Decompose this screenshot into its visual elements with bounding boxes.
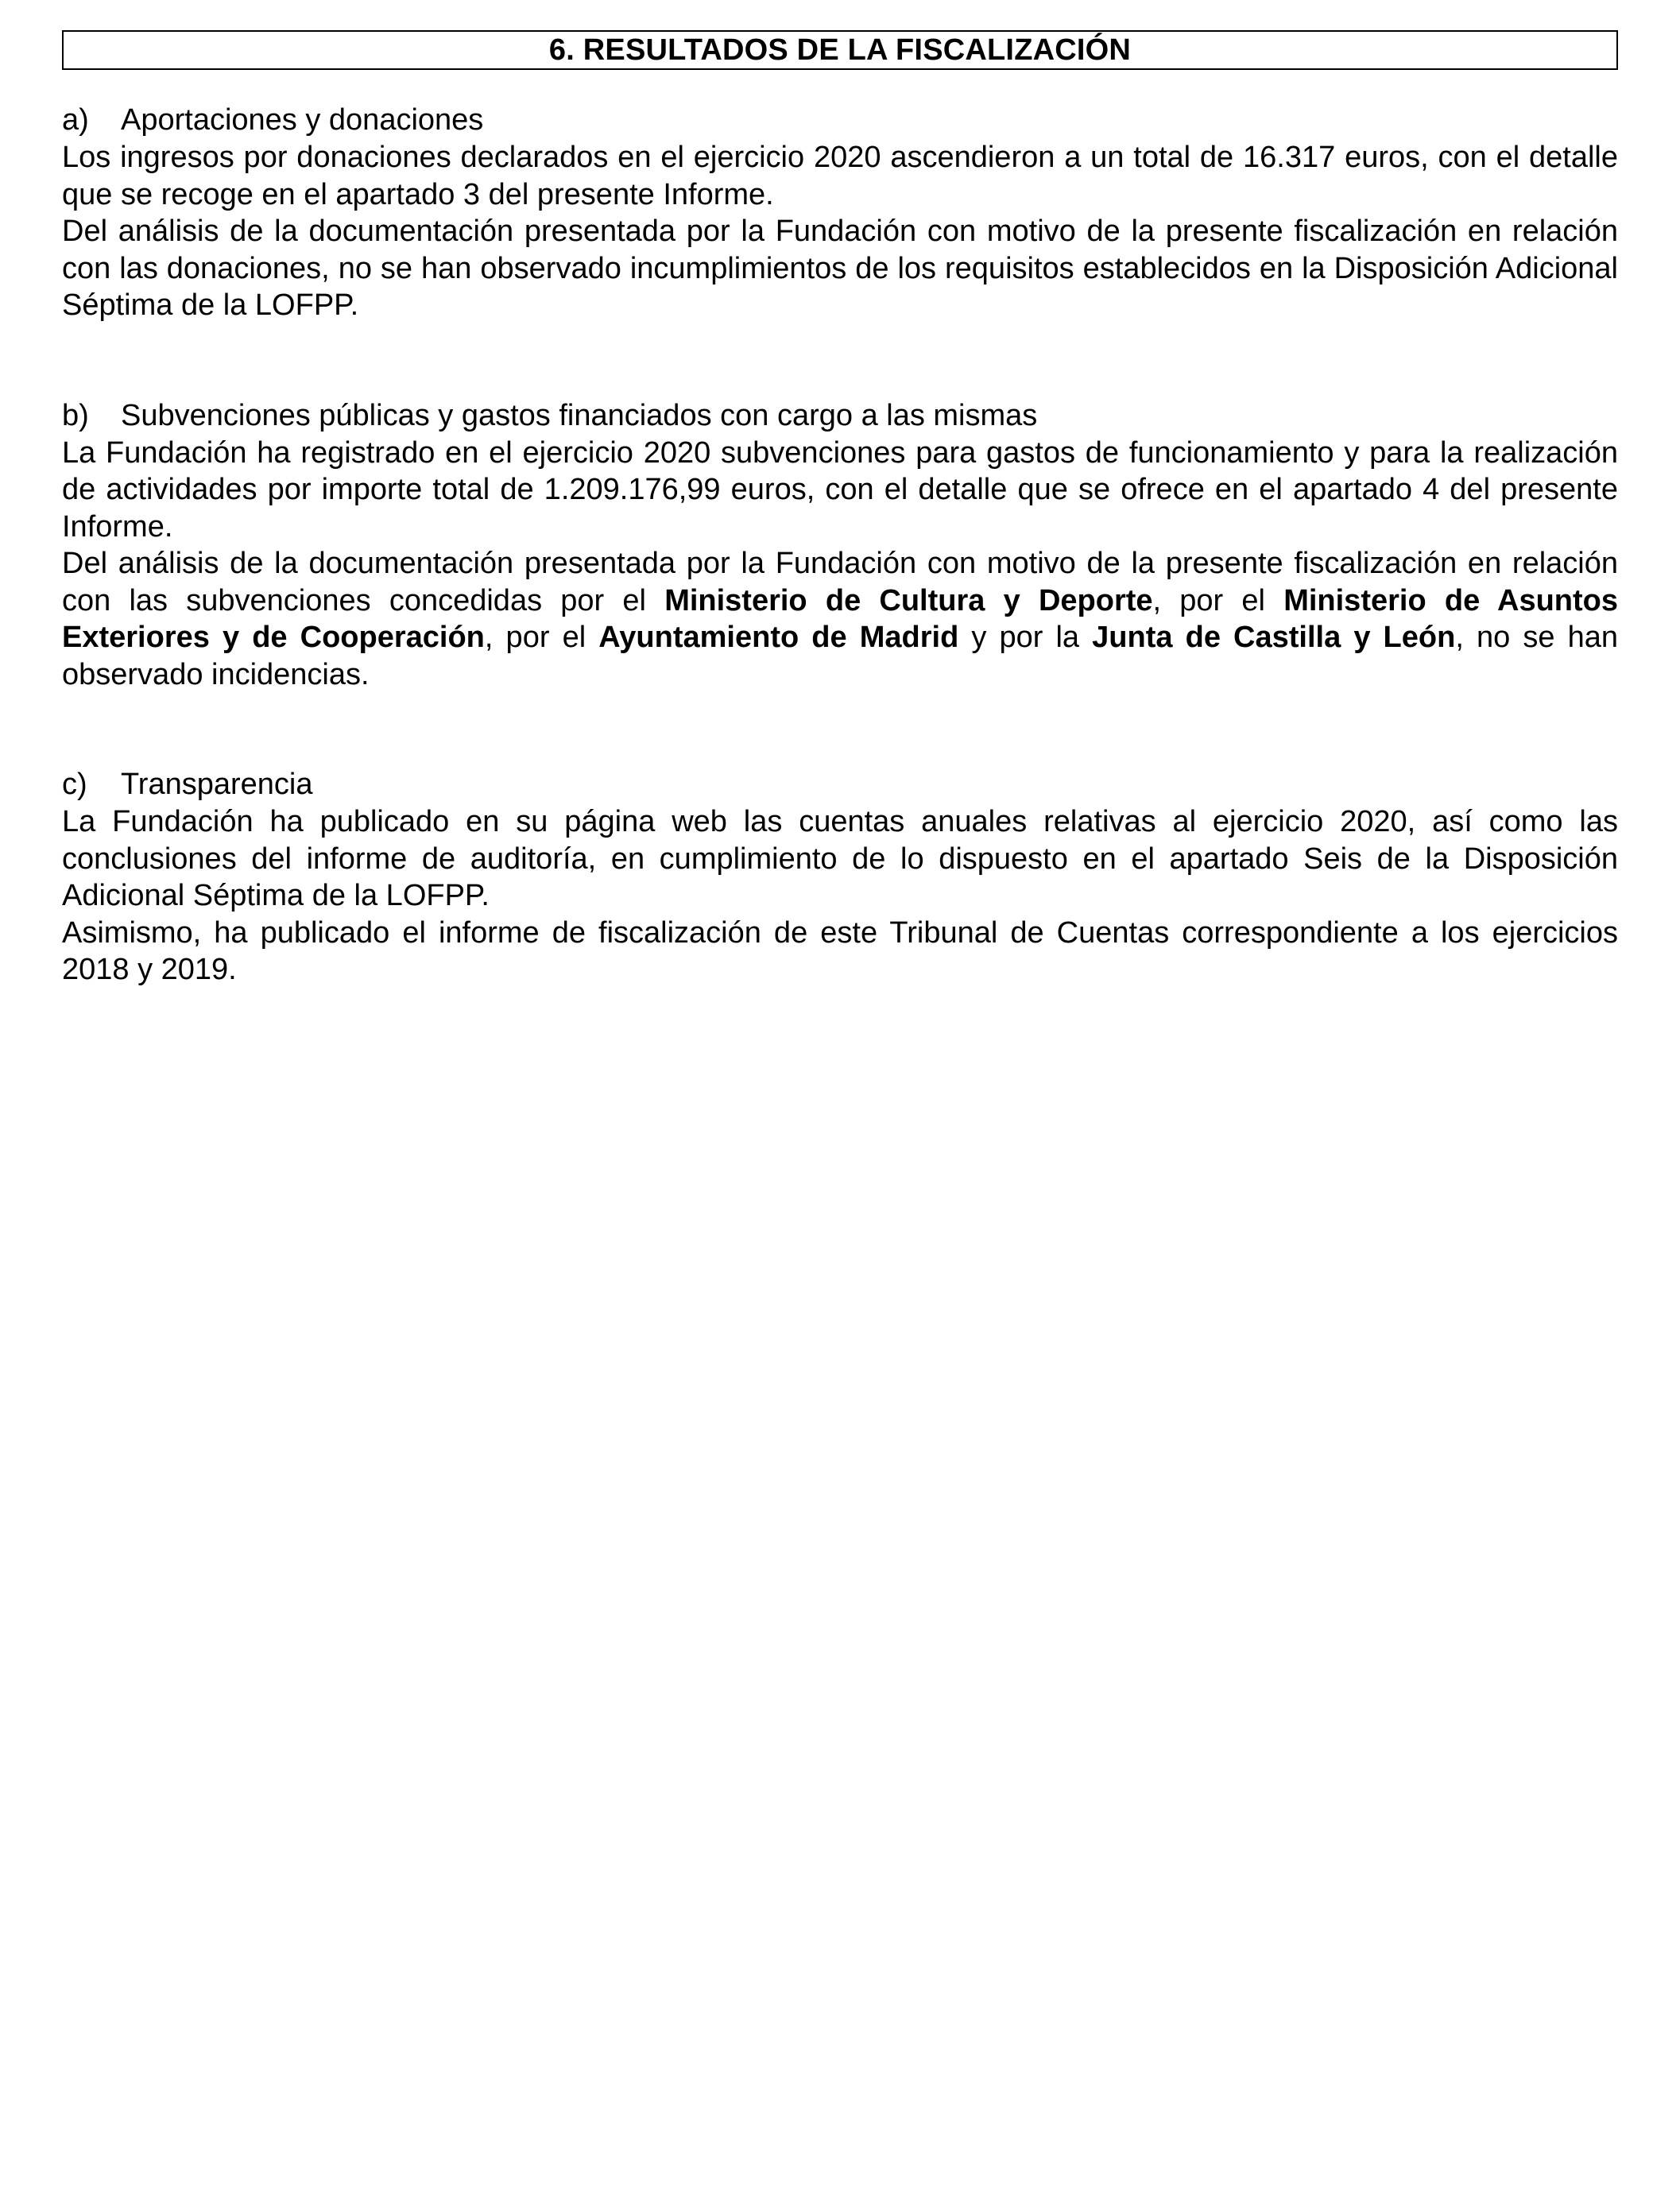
subsection-letter: c) xyxy=(62,768,87,801)
entity-ayuntamiento-madrid: Ayuntamiento de Madrid xyxy=(598,621,959,654)
document-page xyxy=(62,30,1618,989)
section-title: 6. RESULTADOS DE LA FISCALIZACIÓN xyxy=(62,30,1618,70)
text-run: y por la xyxy=(958,621,1093,654)
paragraph-donations-total: Los ingresos por donaciones declarados en el ejercicio 2020 ascendieron a un total de 16.317 euros, con el detalle que se recoge en el apartado 3 del presente Informe. xyxy=(62,141,1618,211)
subsection-letter: a) xyxy=(62,103,89,137)
text-run: , no se han observado incidencias. xyxy=(62,621,1618,691)
paragraph-transparency-report: Asimismo, ha publicado el informe de fiscalización de este Tribunal de Cuentas correspondiente a los ejercicios 2018 y 2019. xyxy=(62,915,1618,986)
entity-ministerio-exteriores: Ministerio de Asuntos Exteriores y de Cooperación xyxy=(62,583,1619,654)
subsection-heading-a xyxy=(62,102,1618,139)
subsection-title: Transparencia xyxy=(121,768,313,801)
subsection-heading-c xyxy=(62,766,1618,803)
subsection-title: Aportaciones y donaciones xyxy=(121,103,484,137)
entity-junta-castilla-leon: Junta de Castilla y León xyxy=(1092,621,1456,654)
paragraph-subsidies-analysis xyxy=(62,545,1618,693)
paragraph-subsidies-total: La Fundación ha registrado en el ejercicio 2020 subvenciones para gastos de funcionamiento y para la realización de actividades por importe total de 1.209.176,99 euros, con el detalle que se ofrece en el apartado 4 del presente Informe. xyxy=(62,435,1618,544)
text-run: , por el xyxy=(1152,583,1284,617)
text-run: , por el xyxy=(484,621,599,654)
paragraph-transparency-accounts: La Fundación ha publicado en su página web las cuentas anuales relativas al ejercicio 2020, así como las conclusiones del informe de auditoría, en cumplimiento de lo dispuesto en el apartado Seis de la Disposición Adicional Séptima de la LOFPP. xyxy=(62,805,1618,912)
entity-ministerio-cultura: Ministerio de Cultura y Deporte xyxy=(664,583,1153,617)
subsection-title: Subvenciones públicas y gastos financiados con cargo a las mismas xyxy=(121,398,1038,432)
paragraph-donations-analysis: Del análisis de la documentación presentada por la Fundación con motivo de la presente fiscalización en relación con las donaciones, no se han observado incumplimientos de los requisitos establecidos en la Disposición Adicional Séptima de la LOFPP. xyxy=(62,215,1618,322)
subsection-letter: b) xyxy=(62,398,89,432)
text-run: Del análisis de la documentación presentada por la Fundación con motivo de la presente fiscalización en relación con las subvenciones concedidas por el xyxy=(62,547,1618,617)
subsection-heading-b xyxy=(62,397,1618,435)
